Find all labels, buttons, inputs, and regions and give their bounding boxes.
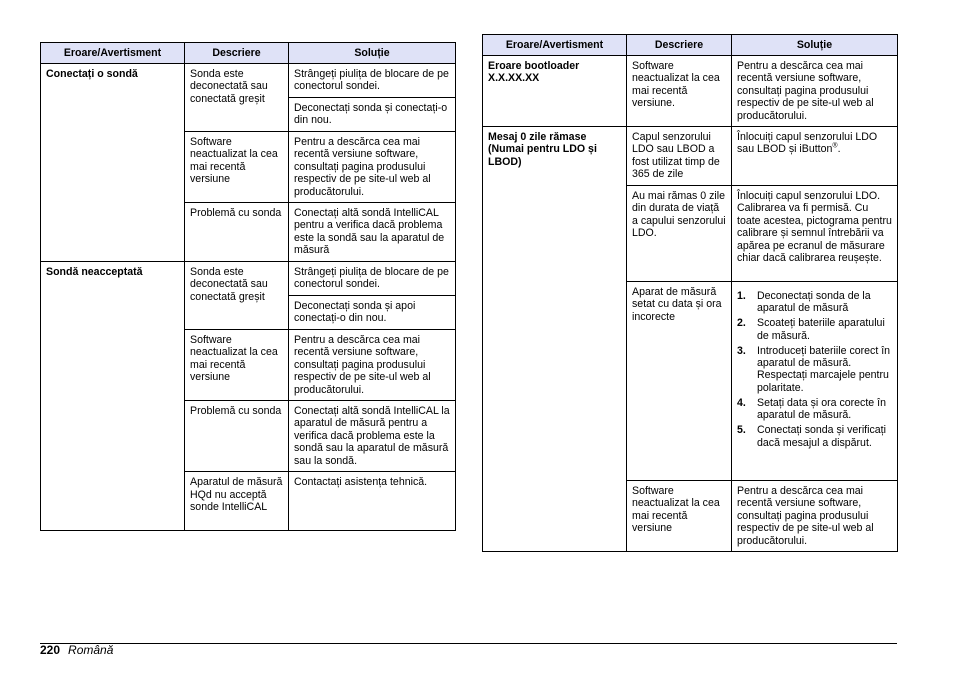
page-footer — [40, 643, 113, 657]
description-cell: Sonda este deconectată sau conectată greșit — [185, 64, 289, 132]
list-item — [737, 397, 892, 422]
col-header-error: Eroare/Avertisment — [41, 43, 185, 64]
description-cell: Software neactualizat la cea mai recentă versiune — [185, 132, 289, 203]
solution-cell: Deconectați sonda și apoi conectați-o din nou. — [289, 296, 456, 330]
description-cell: Software neactualizat la cea mai recentă versiune. — [627, 56, 732, 127]
solution-text: Înlocuiți capul senzorului LDO sau LBOD și iButton — [737, 131, 878, 156]
solution-cell: Pentru a descărca cea mai recentă versiune software, consultați pagina produsului respectiv de pe site-ul web al producătorului. — [289, 132, 456, 203]
right-troubleshooting-table — [482, 34, 898, 552]
registered-mark: ® — [832, 142, 838, 150]
footer-language: Română — [68, 643, 114, 657]
left-troubleshooting-table — [40, 42, 456, 531]
step-text: Introduceți bateriile corect în aparatul de măsură. Respectați marcajele pentru polaritate. — [757, 344, 891, 394]
step-number: 2. — [737, 317, 746, 330]
step-number: 4. — [737, 396, 746, 409]
col-header-description: Descriere — [627, 35, 732, 56]
page-number: 220 — [40, 643, 61, 657]
step-text: Deconectați sonda de la aparatul de măsură — [757, 290, 871, 315]
solution-cell: Strângeți piulița de blocare de pe conectorul sondei. — [289, 64, 456, 98]
error-cell: Eroare bootloader X.X.XX.XX — [483, 56, 627, 127]
solution-cell: Înlocuiți capul senzorului LDO. Calibrarea va fi permisă. Cu toate acestea, pictograma pentru calibrare și semnul întrebării va apărea pe ecranul de măsurare chiar dacă calibrarea reușește. — [732, 186, 898, 282]
list-item — [737, 424, 892, 449]
col-header-solution: Soluție — [289, 43, 456, 64]
solution-cell: Pentru a descărca cea mai recentă versiune software, consultați pagina produsului respectiv de pe site-ul web al producătorului. — [289, 330, 456, 401]
step-number: 1. — [737, 290, 746, 303]
description-cell: Problemă cu sonda — [185, 401, 289, 472]
table-header-row — [483, 35, 898, 56]
table-row — [483, 56, 898, 127]
description-cell: Aparat de măsură setat cu data și ora incorecte — [627, 282, 732, 481]
table-row — [41, 262, 456, 296]
step-text: Conectați sonda și verificați dacă mesajul a dispărut. — [757, 424, 886, 449]
col-header-error: Eroare/Avertisment — [483, 35, 627, 56]
solution-cell: Contactați asistența tehnică. — [289, 472, 456, 531]
solution-cell — [732, 127, 898, 186]
solution-cell: Pentru a descărca cea mai recentă versiune software, consultați pagina produsului respectiv de pe site-ul web al producătorului. — [732, 56, 898, 127]
table-row — [483, 127, 898, 186]
solution-cell: Strângeți piulița de blocare de pe conectorul sondei. — [289, 262, 456, 296]
solution-cell — [732, 282, 898, 481]
table-header-row — [41, 43, 456, 64]
error-cell: Conectați o sondă — [41, 64, 185, 262]
list-item — [737, 345, 892, 395]
list-item — [737, 290, 892, 315]
description-cell: Software neactualizat la cea mai recentă versiune — [185, 330, 289, 401]
solution-text-end: . — [837, 143, 841, 156]
description-cell: Problemă cu sonda — [185, 203, 289, 262]
error-cell: Sondă neacceptată — [41, 262, 185, 531]
solution-cell: Conectați altă sondă IntelliCAL pentru a verifica dacă problema este la sondă sau la aparatul de măsură — [289, 203, 456, 262]
step-number: 5. — [737, 424, 746, 437]
step-number: 3. — [737, 344, 746, 357]
step-text: Setați data și ora corecte în aparatul de măsură. — [757, 396, 886, 422]
list-item — [737, 317, 892, 342]
solution-cell: Conectați altă sondă IntelliCAL la aparatul de măsură pentru a verifica dacă problema este la sondă sau la aparatul de măsură sau la sondă. — [289, 401, 456, 472]
col-header-solution: Soluție — [732, 35, 898, 56]
error-cell: Mesaj 0 zile rămase (Numai pentru LDO și LBOD) — [483, 127, 627, 552]
description-cell: Software neactualizat la cea mai recentă versiune — [627, 481, 732, 552]
description-cell: Sonda este deconectată sau conectată greșit — [185, 262, 289, 330]
solution-cell: Pentru a descărca cea mai recentă versiune software, consultați pagina produsului respectiv de pe site-ul web al producătorului. — [732, 481, 898, 552]
footer-rule — [40, 643, 897, 644]
col-header-description: Descriere — [185, 43, 289, 64]
description-cell: Aparatul de măsură HQd nu acceptă sonde IntelliCAL — [185, 472, 289, 531]
steps-list — [737, 290, 892, 449]
description-cell: Capul senzorului LDO sau LBOD a fost utilizat timp de 365 de zile — [627, 127, 732, 186]
step-text: Scoateți bateriile aparatului de măsură. — [757, 317, 885, 342]
solution-cell: Deconectați sonda și conectați-o din nou. — [289, 98, 456, 132]
description-cell: Au mai rămas 0 zile din durata de viață a capului senzorului LDO. — [627, 186, 732, 282]
table-row — [41, 64, 456, 98]
